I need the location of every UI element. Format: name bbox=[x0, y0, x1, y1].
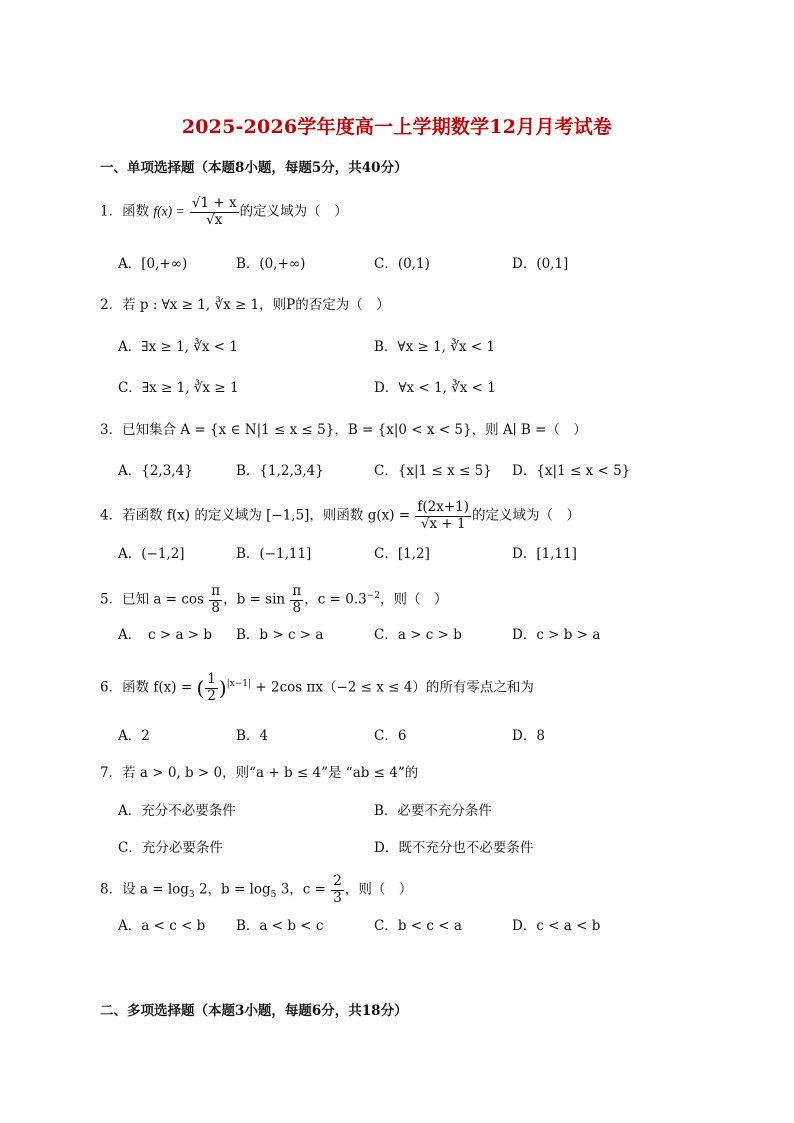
option-a[interactable]: A．a < c < b bbox=[118, 918, 206, 934]
question-4: 4．若函数 f(x) 的定义域为 [−1,5]，则函数 g(x) = $\frac{f(2x+1)}{√x + 1}$ 的定义域为（ ） bbox=[100, 499, 581, 532]
fraction: $\frac{√1 + x}{√x}$ bbox=[191, 195, 237, 228]
option-c[interactable]: C．充分必要条件 bbox=[118, 840, 223, 856]
option-a[interactable]: A． c > a > b bbox=[118, 627, 213, 643]
question-5: 5．已知 a = cos $\frac{\pi}{8}$ ，b = sin $\frac{\pi}{8}$ ，$c = 0.3^{-2}$，则（ ） bbox=[100, 583, 448, 616]
question-number: 4． bbox=[100, 507, 123, 524]
option-d[interactable]: D．c > b > a bbox=[512, 627, 601, 643]
option-b[interactable]: B．(0,+∞) bbox=[236, 256, 306, 272]
question-number: 7． bbox=[100, 765, 123, 781]
fraction: $\frac{\pi}{8}$ bbox=[211, 583, 221, 616]
question-2: 2．若 p : ∀x ≥ 1, ∛x ≥ 1，则P的否定为（ ） bbox=[100, 297, 390, 313]
option-a[interactable]: A．∃x ≥ 1, ∛x < 1 bbox=[118, 339, 238, 355]
question-7: 7．若 a > 0, b > 0，则“a + b ≤ 4”是 “ab ≤ 4”的 bbox=[100, 765, 419, 781]
option-b[interactable]: B．b > c > a bbox=[236, 627, 324, 643]
option-c[interactable]: C．∃x ≥ 1, ∛x ≥ 1 bbox=[118, 380, 239, 396]
option-b[interactable]: B．(−1,11] bbox=[236, 546, 312, 562]
option-d[interactable]: D．∀x < 1, ∛x < 1 bbox=[374, 380, 496, 396]
option-b[interactable]: B．∀x ≥ 1, ∛x < 1 bbox=[374, 339, 495, 355]
question-number: 6． bbox=[100, 679, 123, 696]
option-d[interactable]: D．[1,11] bbox=[512, 546, 577, 562]
question-number: 2． bbox=[100, 297, 123, 313]
question-number: 3． bbox=[100, 422, 123, 438]
option-c[interactable]: C．[1,2] bbox=[374, 546, 430, 562]
option-c[interactable]: C．(0,1) bbox=[374, 256, 430, 272]
question-8: 8．设 $a = \log_3 2$，$b = \log_5 3$，c = $\frac{2}{3}$ ，则（ ） bbox=[100, 873, 413, 906]
option-d[interactable]: D．c < a < b bbox=[512, 918, 601, 934]
option-c[interactable]: C．b < c < a bbox=[374, 918, 462, 934]
option-c[interactable]: C．{x|1 ≤ x ≤ 5} bbox=[374, 463, 492, 479]
fraction: $\frac{1}{2}$ bbox=[207, 671, 216, 704]
option-a[interactable]: A．(−1,2] bbox=[118, 546, 185, 562]
option-a[interactable]: A．2 bbox=[118, 728, 150, 744]
option-b[interactable]: B．必要不充分条件 bbox=[374, 803, 492, 819]
question-number: 8． bbox=[100, 881, 123, 898]
question-3: 3．已知集合 A = {x ∈ N|1 ≤ x ≤ 5}，B = {x|0 < x < 5}，则 A∣ B =（ ） bbox=[100, 422, 587, 438]
question-1: 1．函数 f(x) = $\frac{√1 + x}{√x}$ 的定义域为（ ） bbox=[100, 195, 348, 228]
question-6: 6．函数 f(x) = ( $\frac{1}{2}$ )$^{|x-1|}$ + 2cos πx（−2 ≤ x ≤ 4）的所有零点之和为 bbox=[100, 671, 534, 704]
section-heading-multiple-choice: 二、多项选择题（本题3小题，每题6分，共18分） bbox=[100, 1003, 408, 1019]
option-b[interactable]: B．{1,2,3,4} bbox=[236, 463, 324, 479]
question-number: 1． bbox=[100, 203, 123, 220]
section-heading-single-choice: 一、单项选择题（本题8小题，每题5分，共40分） bbox=[100, 160, 408, 176]
option-a[interactable]: A．[0,+∞) bbox=[118, 256, 188, 272]
option-d[interactable]: D．8 bbox=[512, 728, 545, 744]
option-a[interactable]: A．充分不必要条件 bbox=[118, 803, 236, 819]
option-c[interactable]: C．6 bbox=[374, 728, 407, 744]
question-number: 5． bbox=[100, 591, 123, 608]
fraction: $\frac{\pi}{8}$ bbox=[292, 583, 302, 616]
option-c[interactable]: C．a > c > b bbox=[374, 627, 462, 643]
fraction: $\frac{f(2x+1)}{√x + 1}$ bbox=[417, 499, 470, 532]
option-b[interactable]: B．4 bbox=[236, 728, 269, 744]
option-b[interactable]: B．a < b < c bbox=[236, 918, 324, 934]
exam-title: 2025-2026学年度高一上学期数学12月月考试卷 bbox=[181, 116, 613, 138]
option-a[interactable]: A．{2,3,4} bbox=[118, 463, 193, 479]
option-d[interactable]: D．既不充分也不必要条件 bbox=[374, 840, 534, 856]
fraction: $\frac{2}{3}$ bbox=[333, 873, 342, 906]
option-d[interactable]: D．(0,1] bbox=[512, 256, 569, 272]
option-d[interactable]: D．{x|1 ≤ x < 5} bbox=[512, 463, 631, 479]
